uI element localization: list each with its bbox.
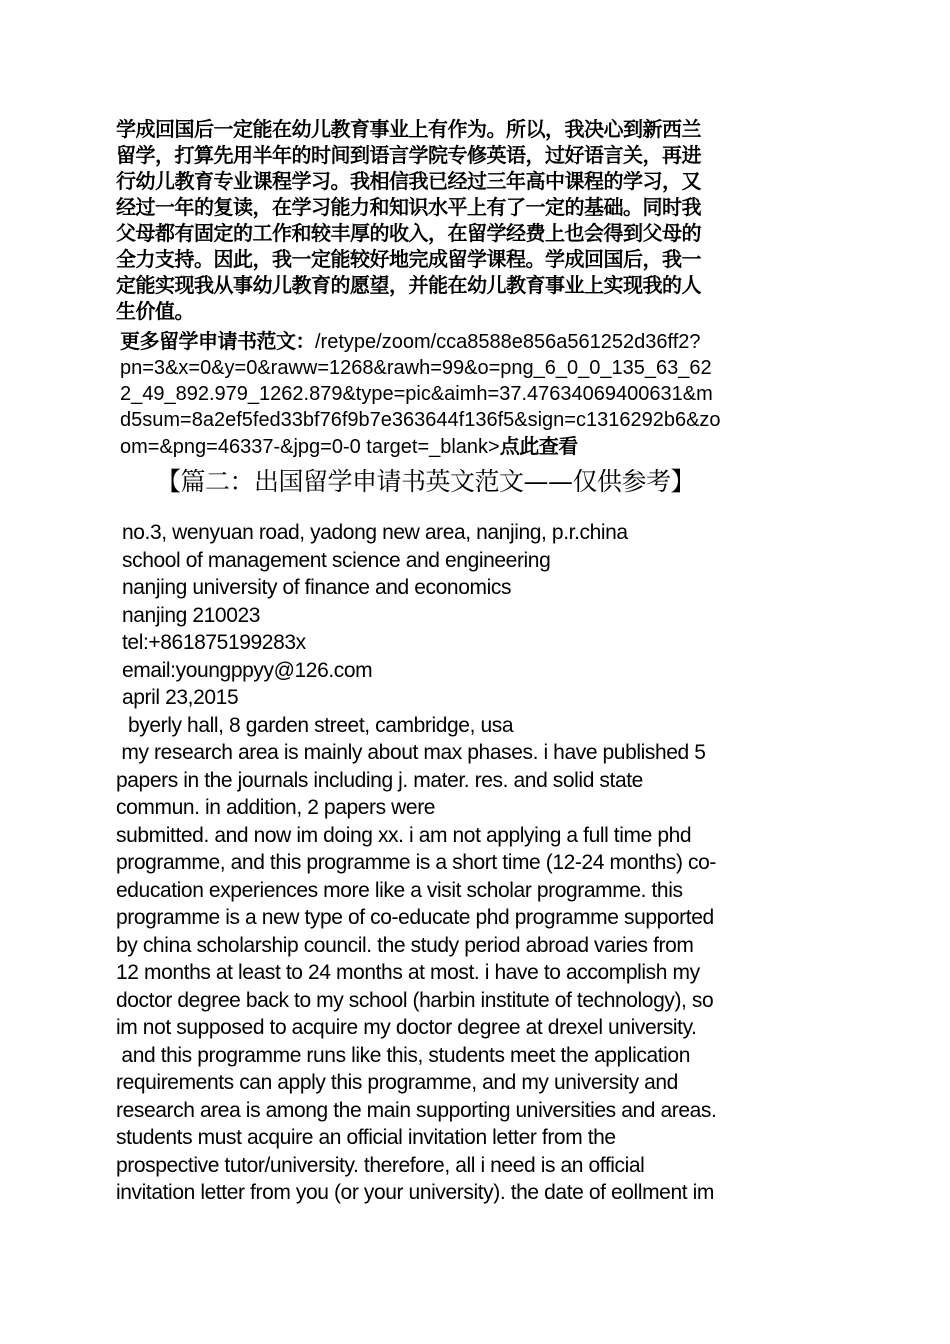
link-url-line[interactable]: pn=3&x=0&y=0&raww=1268&rawh=99&o=png_6_0_0_135_63_62	[120, 357, 712, 379]
paragraph-line: 留学，打算先用半年的时间到语言学院专修英语，过好语言关，再进	[116, 143, 701, 167]
link-url-line[interactable]: 2_49_892.979_1262.879&type=pic&aimh=37.47634069400631&m	[120, 383, 713, 405]
view-link[interactable]: 点此查看	[499, 434, 578, 458]
document-page	[116, 116, 838, 1207]
body-line: im not supposed to acquire my doctor degree at drexel university.	[116, 1016, 697, 1039]
chinese-paragraph	[116, 116, 838, 324]
letter-body	[116, 739, 838, 1207]
body-line: submitted. and now im doing xx. i am not applying a full time phd	[116, 823, 692, 847]
link-url-line[interactable]: d5sum=8a2ef5fed33bf76f9b7e363644f136f5&sign=c1316292b6&zo	[120, 409, 721, 431]
body-line: students must acquire an official invitation letter from the	[116, 1126, 616, 1149]
body-line: by china scholarship council. the study period abroad varies from	[116, 933, 694, 957]
body-line: my research area is mainly about max phases. i have published 5	[116, 741, 706, 764]
address-line: nanjing university of finance and economics	[122, 576, 512, 599]
paragraph-line: 生价值。	[116, 299, 194, 323]
body-line: prospective tutor/university. therefore, all i need is an official	[116, 1153, 645, 1177]
link-url-line[interactable]: om=&png=46337-&jpg=0-0 target=_blank>	[120, 436, 500, 458]
sender-address-block	[116, 519, 838, 739]
link-url-line[interactable]: /retype/zoom/cca8588e856a561252d36ff2?	[315, 331, 701, 353]
more-samples-link-block[interactable]	[120, 328, 838, 460]
body-line: invitation letter from you (or your university). the date of eollment im	[116, 1181, 714, 1204]
body-line: and this programme runs like this, students meet the application	[116, 1043, 690, 1067]
address-line: school of management science and engineering	[122, 548, 551, 572]
paragraph-line: 定能实现我从事幼儿教育的愿望，并能在幼儿教育事业上实现我的人	[116, 273, 701, 297]
more-samples-label: 更多留学申请书范文：	[120, 329, 315, 353]
paragraph-line: 经过一年的复读，在学习能力和知识水平上有了一定的基础。同时我	[116, 195, 701, 219]
body-line: commun. in addition, 2 papers were	[116, 796, 436, 819]
body-line: papers in the journals including j. mater. res. and solid state	[116, 768, 643, 792]
body-line: research area is among the main supporting universities and areas.	[116, 1098, 717, 1122]
paragraph-line: 父母都有固定的工作和较丰厚的收入，在留学经费上也会得到父母的	[116, 221, 701, 245]
body-line: requirements can apply this programme, and my university and	[116, 1071, 678, 1094]
body-line: programme is a new type of co-educate phd programme supported	[116, 906, 714, 929]
paragraph-line: 学成回国后一定能在幼儿教育事业上有作为。所以，我决心到新西兰	[116, 117, 701, 141]
section-heading: 【篇二：出国留学申请书英文范文——仅供参考】	[156, 467, 696, 496]
address-line: nanjing 210023	[122, 603, 261, 627]
body-line: education experiences more like a visit scholar programme. this	[116, 878, 683, 902]
body-line: doctor degree back to my school (harbin institute of technology), so	[116, 988, 714, 1012]
address-line: no.3, wenyuan road, yadong new area, nanjing, p.r.china	[122, 521, 628, 544]
recipient-address: byerly hall, 8 garden street, cambridge, usa	[128, 713, 514, 737]
body-line: programme, and this programme is a short time (12-24 months) co-	[116, 851, 716, 874]
paragraph-line: 行幼儿教育专业课程学习。我相信我已经过三年高中课程的学习，又	[116, 169, 701, 193]
paragraph-line: 全力支持。因此，我一定能较好地完成留学课程。学成回国后，我一	[116, 247, 701, 271]
body-line: 12 months at least to 24 months at most. i have to accomplish my	[116, 961, 700, 984]
email: email:youngppyy@126.com	[122, 658, 373, 682]
telephone: tel:+861875199283x	[122, 631, 306, 654]
letter-date: april 23,2015	[122, 686, 239, 709]
